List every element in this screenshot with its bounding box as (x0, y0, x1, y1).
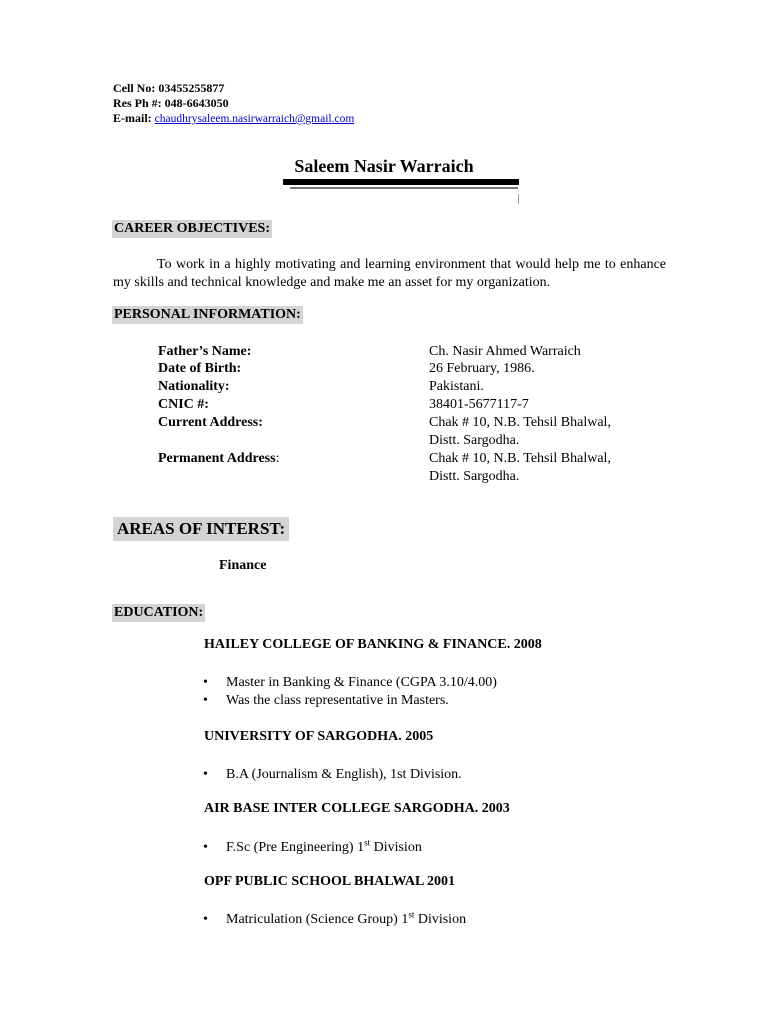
list-item (203, 911, 466, 929)
nationality-label: Nationality: (158, 379, 230, 394)
list-item-text: B.A (Journalism & English), 1st Division. (226, 767, 462, 782)
nationality-value: Pakistani. (429, 379, 484, 394)
res-phone-value: 048-6643050 (164, 96, 229, 110)
bullet-icon: • (203, 912, 208, 927)
list-item-text: Was the class representative in Masters. (226, 693, 449, 708)
cell-number-line (113, 81, 224, 96)
personal-information-heading: PERSONAL INFORMATION: (114, 307, 301, 322)
fathers-name-value: Ch. Nasir Ahmed Warraich (429, 344, 581, 359)
list-item-text-tail: Division (414, 912, 467, 927)
permanent-address-colon: : (275, 451, 280, 466)
dob-value: 26 February, 1986. (429, 361, 535, 376)
current-address-line1: Chak # 10, N.B. Tehsil Bhalwal, (429, 415, 611, 430)
cell-label: Cell No: (113, 81, 156, 95)
permanent-address-line2: Distt. Sargodha. (429, 469, 520, 484)
permanent-address-label-text: Permanent Address (158, 451, 276, 466)
bullet-icon: • (203, 767, 208, 782)
cell-value: 03455255877 (158, 81, 225, 95)
fathers-name-label: Father’s Name: (158, 344, 252, 359)
current-address-line2: Distt. Sargodha. (429, 433, 520, 448)
email-line (113, 111, 354, 127)
candidate-name: Saleem Nasir Warraich (294, 156, 474, 176)
email-link[interactable]: chaudhrysaleem.nasirwarraich@gmail.com (154, 113, 355, 125)
career-objectives-body: To work in a highly motivating and learning environment that would help me to enhance my skills and technical knowledge and make me an asset for my organization. (113, 257, 666, 290)
cnic-value: 38401-5677117-7 (429, 397, 529, 412)
cnic-label: CNIC #: (158, 397, 209, 412)
list-item-text: Master in Banking & Finance (CGPA 3.10/4.00) (226, 675, 497, 690)
email-label: E-mail: (113, 111, 152, 125)
divider-tick (518, 194, 519, 204)
permanent-address-line1: Chak # 10, N.B. Tehsil Bhalwal, (429, 451, 611, 466)
res-phone-label: Res Ph #: (113, 96, 162, 110)
list-item (203, 692, 449, 710)
school-sargodha-university: UNIVERSITY OF SARGODHA. 2005 (204, 729, 434, 744)
bullet-icon: • (203, 675, 208, 690)
bullet-icon: • (203, 840, 208, 855)
name-underline-shadow (290, 187, 518, 189)
career-objectives-heading: CAREER OBJECTIVES: (114, 221, 270, 236)
areas-of-interest-heading: AREAS OF INTERST: (113, 517, 289, 541)
dob-label: Date of Birth: (158, 361, 242, 376)
school-hailey: HAILEY COLLEGE OF BANKING & FINANCE. 2008 (204, 637, 542, 652)
list-item (203, 674, 497, 692)
school-air-base: AIR BASE INTER COLLEGE SARGODHA. 2003 (204, 801, 510, 816)
list-item-text: Matriculation (Science Group) 1 (226, 912, 409, 927)
school-opf: OPF PUBLIC SCHOOL BHALWAL 2001 (204, 874, 456, 889)
list-item-text: F.Sc (Pre Engineering) 1 (226, 840, 365, 855)
name-underline-bar (283, 179, 519, 185)
bullet-icon: • (203, 693, 208, 708)
permanent-address-label (158, 450, 279, 468)
residence-phone-line (113, 96, 229, 111)
current-address-label: Current Address: (158, 415, 263, 430)
superscript: st (364, 837, 371, 848)
superscript: st (408, 909, 415, 920)
list-item (203, 839, 422, 857)
career-objectives-text (113, 256, 666, 292)
list-item-text-tail: Division (370, 840, 422, 855)
education-heading: EDUCATION: (114, 605, 204, 620)
interest-item: Finance (219, 558, 267, 573)
list-item (203, 766, 462, 784)
